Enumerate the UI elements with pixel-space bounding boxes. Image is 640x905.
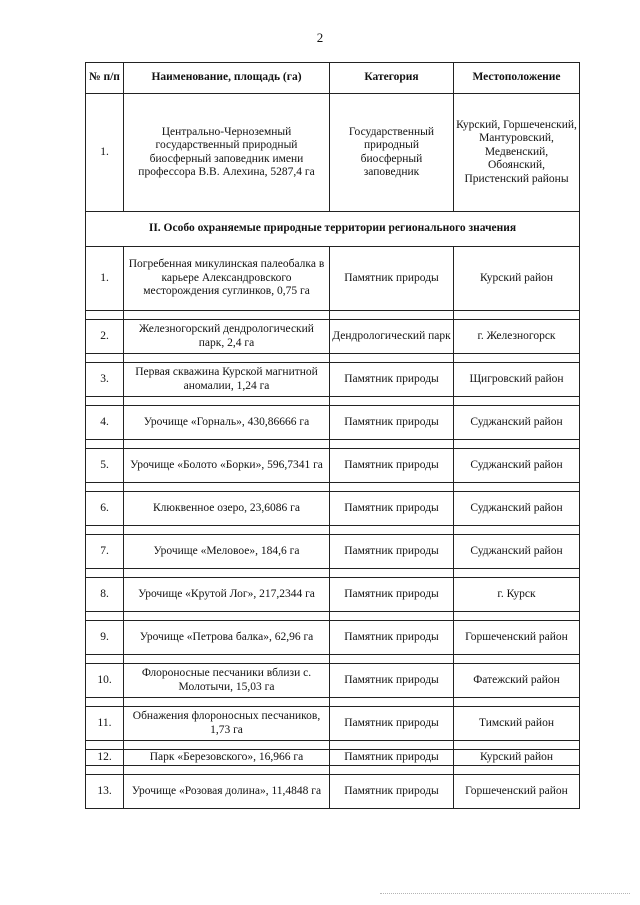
spacer-cell (330, 354, 454, 363)
row-num: 6. (86, 492, 124, 526)
spacer-cell (454, 354, 580, 363)
table-row (86, 775, 580, 809)
spacer-cell (454, 612, 580, 621)
table-row (86, 707, 580, 741)
spacer-cell (330, 741, 454, 750)
spacer-row (86, 354, 580, 363)
table-header-row (86, 63, 580, 94)
row-num: 10. (86, 664, 124, 698)
row-num: 5. (86, 449, 124, 483)
table-row (86, 664, 580, 698)
section-title-row (86, 212, 580, 247)
spacer-cell (86, 655, 124, 664)
table-row (86, 535, 580, 569)
table-row (86, 578, 580, 612)
row-name: Урочище «Горналь», 430,86666 га (124, 406, 330, 440)
row-location: г. Железногорск (454, 320, 580, 354)
spacer-cell (454, 440, 580, 449)
row-location: Курский район (454, 750, 580, 766)
spacer-cell (86, 766, 124, 775)
row-num: 4. (86, 406, 124, 440)
row-category: Памятник природы (330, 621, 454, 655)
table-row (86, 406, 580, 440)
table-row (86, 320, 580, 354)
spacer-cell (330, 397, 454, 406)
row-num: 11. (86, 707, 124, 741)
spacer-cell (330, 483, 454, 492)
spacer-cell (86, 483, 124, 492)
spacer-cell (454, 766, 580, 775)
spacer-cell (86, 569, 124, 578)
table-row (86, 492, 580, 526)
row-location: Суджанский район (454, 492, 580, 526)
row-category: Памятник природы (330, 492, 454, 526)
spacer-cell (454, 655, 580, 664)
spacer-cell (454, 483, 580, 492)
row-name: Парк «Березовского», 16,966 га (124, 750, 330, 766)
row-name: Урочище «Меловое», 184,6 га (124, 535, 330, 569)
spacer-cell (454, 311, 580, 320)
row-name: Первая скважина Курской магнитной аномалии, 1,24 га (124, 363, 330, 397)
federal-num: 1. (86, 94, 124, 212)
spacer-row (86, 483, 580, 492)
spacer-cell (124, 612, 330, 621)
page-number: 2 (316, 30, 324, 45)
row-num: 13. (86, 775, 124, 809)
spacer-cell (86, 741, 124, 750)
federal-row (86, 94, 580, 212)
spacer-cell (86, 526, 124, 535)
spacer-cell (124, 440, 330, 449)
header-location: Местоположение (454, 63, 580, 94)
row-location: Тимский район (454, 707, 580, 741)
row-location: Горшеченский район (454, 621, 580, 655)
spacer-row (86, 397, 580, 406)
row-name: Урочище «Розовая долина», 11,4848 га (124, 775, 330, 809)
spacer-cell (86, 440, 124, 449)
table-row (86, 363, 580, 397)
spacer-cell (124, 397, 330, 406)
spacer-cell (330, 311, 454, 320)
spacer-row (86, 526, 580, 535)
row-name: Обнажения флороносных песчаников, 1,73 га (124, 707, 330, 741)
spacer-cell (86, 612, 124, 621)
federal-name: Центрально-Черноземный государственный природный биосферный заповедник имени профессора В.В. Алехина, 5287,4 га (124, 94, 330, 212)
row-category: Памятник природы (330, 449, 454, 483)
federal-category: Государственный природный биосферный заповедник (330, 94, 454, 212)
row-location: Суджанский район (454, 449, 580, 483)
row-name: Урочище «Петрова балка», 62,96 га (124, 621, 330, 655)
row-num: 2. (86, 320, 124, 354)
spacer-cell (124, 526, 330, 535)
row-location: Фатежский район (454, 664, 580, 698)
spacer-cell (454, 526, 580, 535)
spacer-cell (124, 741, 330, 750)
spacer-row (86, 569, 580, 578)
spacer-cell (330, 440, 454, 449)
row-num: 3. (86, 363, 124, 397)
spacer-cell (330, 766, 454, 775)
spacer-cell (330, 526, 454, 535)
row-location: г. Курск (454, 578, 580, 612)
spacer-cell (454, 397, 580, 406)
row-name: Погребенная микулинская палеобалка в карьере Александровского месторождения суглинков, 0,75 га (124, 247, 330, 311)
federal-location: Курский, Горшеченский, Мантуровский, Медвенский, Обоянский, Пристенский районы (454, 94, 580, 212)
spacer-cell (124, 311, 330, 320)
protected-areas-table (85, 62, 580, 809)
spacer-cell (454, 741, 580, 750)
row-category: Памятник природы (330, 707, 454, 741)
row-category: Памятник природы (330, 535, 454, 569)
row-location: Горшеченский район (454, 775, 580, 809)
spacer-cell (330, 612, 454, 621)
row-location: Курский район (454, 247, 580, 311)
spacer-cell (124, 483, 330, 492)
row-num: 7. (86, 535, 124, 569)
spacer-cell (86, 698, 124, 707)
spacer-cell (124, 655, 330, 664)
row-name: Флороносные песчаники вблизи с. Молотычи, 15,03 га (124, 664, 330, 698)
row-category: Памятник природы (330, 750, 454, 766)
table-body (86, 94, 580, 809)
spacer-row (86, 440, 580, 449)
row-num: 8. (86, 578, 124, 612)
spacer-cell (124, 569, 330, 578)
scan-artifact-line (380, 893, 630, 894)
table-row (86, 750, 580, 766)
row-location: Суджанский район (454, 535, 580, 569)
row-num: 1. (86, 247, 124, 311)
row-num: 12. (86, 750, 124, 766)
spacer-row (86, 311, 580, 320)
spacer-cell (330, 698, 454, 707)
row-name: Железногорский дендрологический парк, 2,4 га (124, 320, 330, 354)
row-category: Памятник природы (330, 363, 454, 397)
spacer-row (86, 655, 580, 664)
header-name: Наименование, площадь (га) (124, 63, 330, 94)
row-name: Клюквенное озеро, 23,6086 га (124, 492, 330, 526)
spacer-cell (124, 766, 330, 775)
spacer-cell (86, 311, 124, 320)
table-row (86, 247, 580, 311)
spacer-cell (330, 655, 454, 664)
spacer-cell (330, 569, 454, 578)
row-name: Урочище «Крутой Лог», 217,2344 га (124, 578, 330, 612)
spacer-cell (124, 698, 330, 707)
table-row (86, 449, 580, 483)
spacer-row (86, 698, 580, 707)
spacer-cell (86, 397, 124, 406)
header-category: Категория (330, 63, 454, 94)
table-row (86, 621, 580, 655)
spacer-cell (86, 354, 124, 363)
row-category: Памятник природы (330, 247, 454, 311)
row-location: Щигровский район (454, 363, 580, 397)
spacer-cell (454, 569, 580, 578)
row-category: Памятник природы (330, 578, 454, 612)
header-num: № п/п (86, 63, 124, 94)
spacer-row (86, 741, 580, 750)
spacer-row (86, 612, 580, 621)
spacer-row (86, 766, 580, 775)
row-num: 9. (86, 621, 124, 655)
row-location: Суджанский район (454, 406, 580, 440)
row-category: Памятник природы (330, 775, 454, 809)
spacer-cell (454, 698, 580, 707)
row-category: Памятник природы (330, 664, 454, 698)
row-category: Памятник природы (330, 406, 454, 440)
spacer-cell (124, 354, 330, 363)
row-category: Дендрологический парк (330, 320, 454, 354)
section-title: II. Особо охраняемые природные территории регионального значения (86, 212, 580, 247)
row-name: Урочище «Болото «Борки», 596,7341 га (124, 449, 330, 483)
